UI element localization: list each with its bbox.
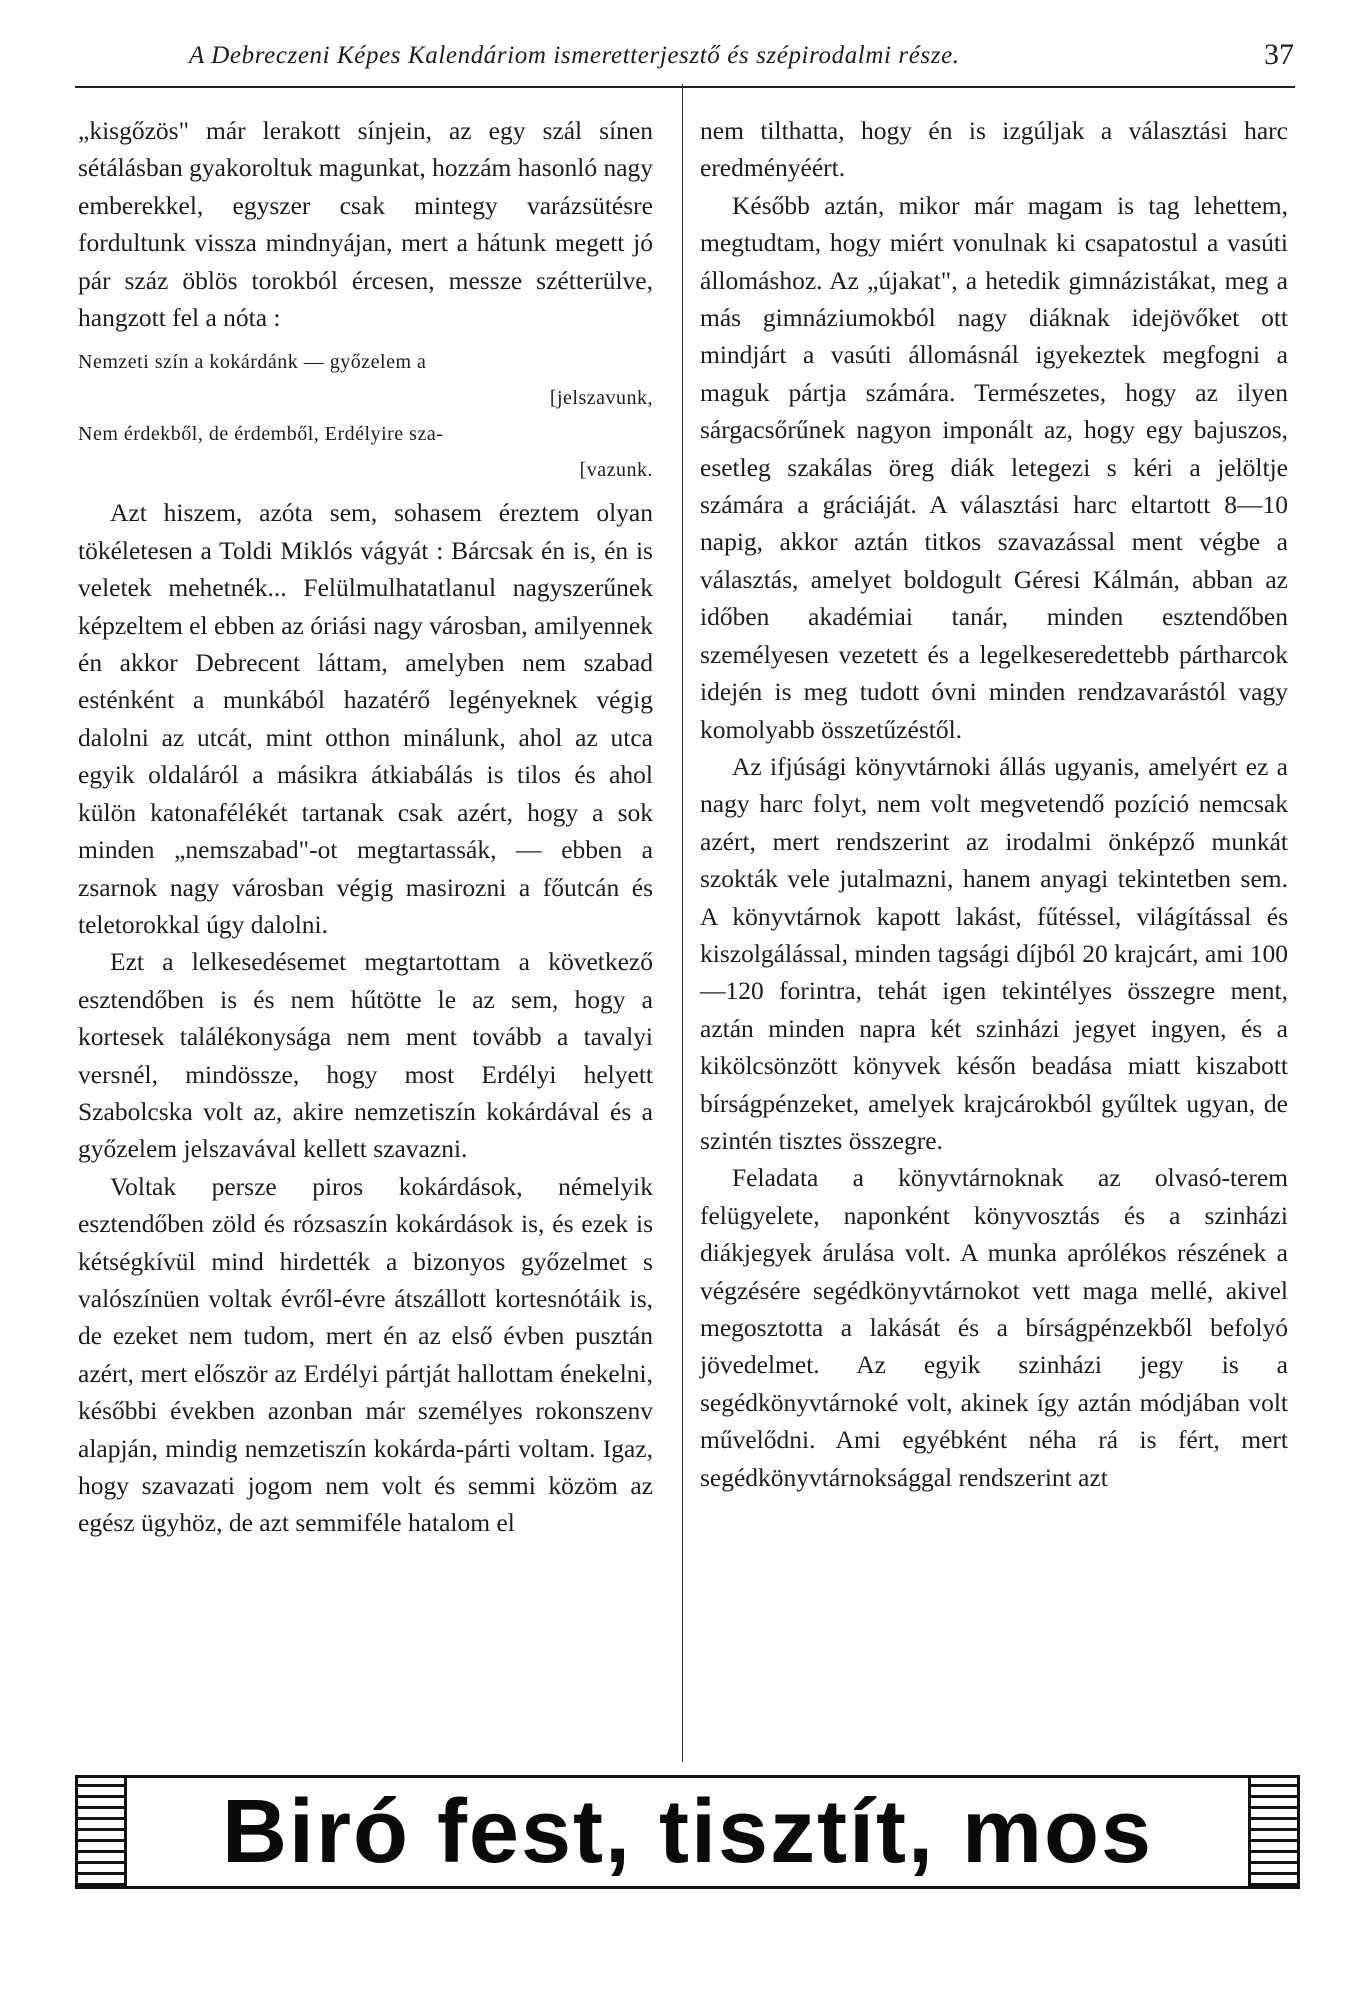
running-title: A Debreczeni Képes Kalendáriom ismeretterjesztő és szépirodalmi része. (189, 42, 960, 69)
paragraph: Feladata a könyvtárnoknak az olvasó-terem felügyelete, naponként könyvosztás és a szinházi diákjegyek árulása volt. A munka aprólékos részének a végzésére segédkönyvtárnokot vett maga mellé, akivel megosztotta a lakását és a bírságpénzekből befolyó jövedelmet. Az egyik szinházi jegy is a segédkönyvtárnoké volt, akinek így aztán módjában volt művelődni. Ami egyébként néha rá is fért, mert segédkönyvtárnoksággal rendszerint azt (700, 1163, 1288, 1492)
page-number: 37 (1264, 38, 1294, 71)
ornamental-border-right (1248, 1778, 1297, 1886)
verse-line-continuation: [jelszavunk, (549, 387, 653, 410)
verse-line-continuation: [vazunk. (579, 459, 653, 482)
ornamental-border-left (78, 1778, 127, 1886)
running-header (84, 38, 1294, 86)
paragraph: nem tilthatta, hogy én is izgúljak a választási harc eredményéért. (700, 116, 1288, 183)
advertisement-banner (75, 1775, 1300, 1889)
right-column (700, 112, 1288, 1496)
verse-line: Nemzeti szín a kokárdánk — győzelem a (78, 351, 427, 374)
paragraph: Voltak persze piros kokárdások, némelyik esztendőben zöld és rózsaszín kokárdások is, és ezek is kétségkívül mind hirdették a bizonyos győzelmet s valószínüen voltak évről-évre átszállott kortesnótáik is, de ezeket nem tudom, mert én az első évben pusztán azért, mert először az Erdélyi pártját hallottam énekelni, későbbi években azonban már személyes rokonszenv alapján, mindig nemzetiszín kokárda-párti voltam. Igaz, hogy szavazati jogom nem volt és semmi közöm az egész ügyhöz, de azt semmiféle hatalom el (78, 1171, 653, 1538)
paragraph: Azt hiszem, azóta sem, sohasem éreztem olyan tökéletesen a Toldi Miklós vágyát : Bárcsak én is, én is veletek mehetnék... Felülmulhatatlanul nagyszerűnek képzeltem el ebben az óriási nagy városban, amilyennek én akkor Debrecent láttam, amelyben nem szabad esténként a munkából hazatérő legényeknek végig dalolni az utcát, mint otthon minálunk, ahol az utca egyik oldaláról a másikra átkiabálás is tilos és ahol külön katonafélékét tartanak csak azért, hogy a sok minden „nemszabad"-ot megtartassák, — ebben a zsarnok nagy városban végig masirozni a főutcán és teletorokkal úgy dalolni. (78, 498, 653, 939)
header-rule (75, 86, 1295, 88)
paragraph: „kisgőzös" már lerakott sínjein, az egy szál sínen sétálásban gyakoroltuk magunkat, hozzám hasonló nagy emberekkel, egyszer csak mintegy varázsütésre fordultunk vissza mindnyájan, mert a hátunk megett jó pár száz öblös torokból ércesen, messze szétterülve, hangzott fel a nóta : (78, 116, 654, 333)
paragraph: Az ifjúsági könyvtárnoki állás ugyanis, amelyért ez a nagy harc folyt, nem volt megvetendő pozíció nemcsak azért, mert rendszerint az irodalmi önképző munkát szokták vele jutalmazni, hanem anyagi tekintetben sem. A könyvtárnok kapott lakást, fűtéssel, világítással és kiszolgálással, minden tagsági díjból 20 krajcárt, ami 100—120 forintra, tehát igen tekintélyes összegre ment, aztán minden napra két szinházi jegyet ingyen, és a kikölcsönzött könyvek későn beadása miatt kiszabott bírságpénzeket, amelyek krajcárokból gyűltek ugyan, de szintén tisztes összegre. (700, 751, 1288, 1155)
advertisement-slogan: Biró fest, tisztít, mos (221, 1782, 1154, 1882)
column-divider (682, 84, 683, 1762)
paragraph: Később aztán, mikor már magam is tag lehettem, megtudtam, hogy miért vonulnak ki csapatostul a vasúti állomáshoz. Az „újakat", a hetedik gimnázistákat, meg a más gimnáziumokból nagy diáknak idejövőket ott mindjárt a vasúti állomásnál igyekeztek megfogni a maguk pártja számára. Természetes, hogy az ilyen sárgacsőrűnek nagyon imponált az, hogy egy bajuszos, esetleg szakálas öreg diák letegezi s kéri a jelöltje számára a gráciáját. A választási harc eltartott 8—10 napig, akkor aztán titkos szavazással ment végbe a választás, amelyet boldogult Géresi Kálmán, abban az időben akadémiai tanár, minden esztendőben személyesen vezetett és a legelkeseredettebb pártharcok idején is meg tudott óvni minden rendzavarástól vagy komolyabb összetűzéstől. (700, 190, 1288, 744)
verse-block (78, 344, 653, 488)
verse-line: Nem érdekből, de érdemből, Erdélyire sza- (78, 423, 444, 446)
left-column (78, 112, 653, 1542)
paragraph: Ezt a lelkesedésemet megtartottam a következő esztendőben is és nem hűtötte le az sem, hogy a kortesek találékonysága nem ment tovább a tavalyi versnél, mindössze, hogy most Erdélyi helyett Szabolcska volt az, akire nemzetiszín kokárdával és a győzelem jelszavával kellett szavazni. (78, 947, 653, 1164)
